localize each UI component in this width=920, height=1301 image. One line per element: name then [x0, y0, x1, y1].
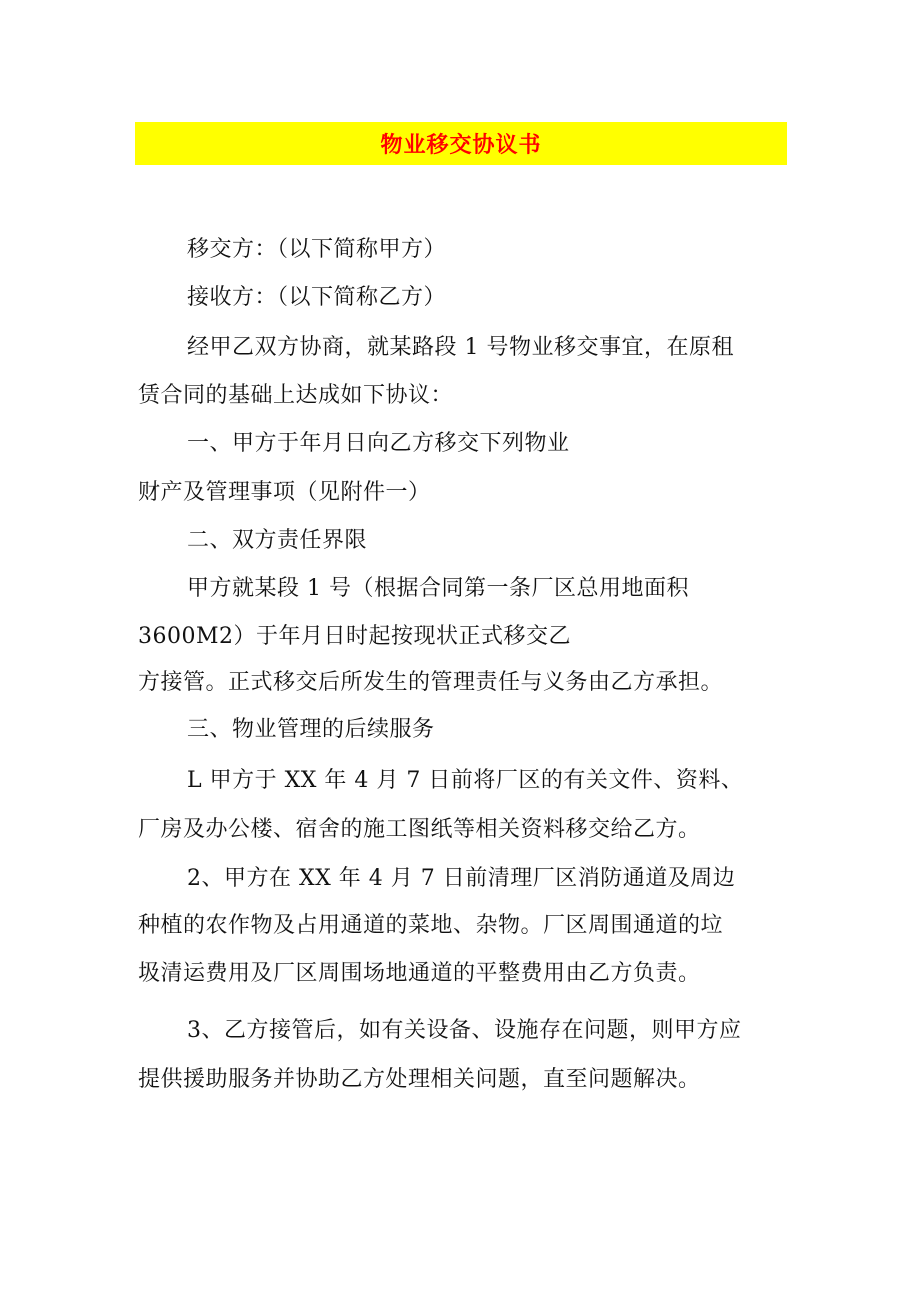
paragraph-line: 厂房及办公楼、宿舍的施工图纸等相关资料移交给乙方。 [138, 817, 701, 842]
paragraph-line: 3600M2）于年月日时起按现状正式移交乙 [138, 624, 572, 649]
paragraph-line: 财产及管理事项（见附件一） [138, 480, 431, 505]
paragraph-line: 赁合同的基础上达成如下协议： [138, 383, 454, 408]
section-heading: 二、双方责任界限 [187, 528, 368, 553]
paragraph-line: 甲方就某段 1 号（根据合同第一条厂区总用地面积 [187, 576, 689, 601]
paragraph-line: 提供援助服务并协助乙方处理相关问题，直至问题解决。 [138, 1067, 701, 1092]
document-title: 物业移交协议书 [380, 133, 542, 158]
paragraph-line: 接收方：（以下简称乙方） [187, 285, 447, 310]
title-banner [135, 122, 787, 165]
paragraph-line: 种植的农作物及占用通道的菜地、杂物。厂区周围通道的垃 [138, 913, 724, 938]
paragraph-line: 圾清运费用及厂区周围场地通道的平整费用由乙方负责。 [138, 961, 701, 986]
paragraph-line: L 甲方于 XX 年 4 月 7 日前将厂区的有关文件、资料、 [187, 768, 744, 793]
paragraph-line: 经甲乙双方协商，就某路段 1 号物业移交事宜，在原租 [187, 335, 734, 360]
paragraph-line: 移交方：（以下简称甲方） [187, 237, 447, 262]
section-heading: 一、甲方于年月日向乙方移交下列物业 [187, 431, 570, 456]
section-heading: 三、物业管理的后续服务 [187, 717, 435, 742]
paragraph-line: 3、乙方接管后，如有关设备、设施存在问题，则甲方应 [187, 1018, 742, 1043]
paragraph-line: 2、甲方在 XX 年 4 月 7 日前清理厂区消防通道及周边 [187, 866, 736, 891]
paragraph-line: 方接管。正式移交后所发生的管理责任与义务由乙方承担。 [138, 670, 724, 695]
